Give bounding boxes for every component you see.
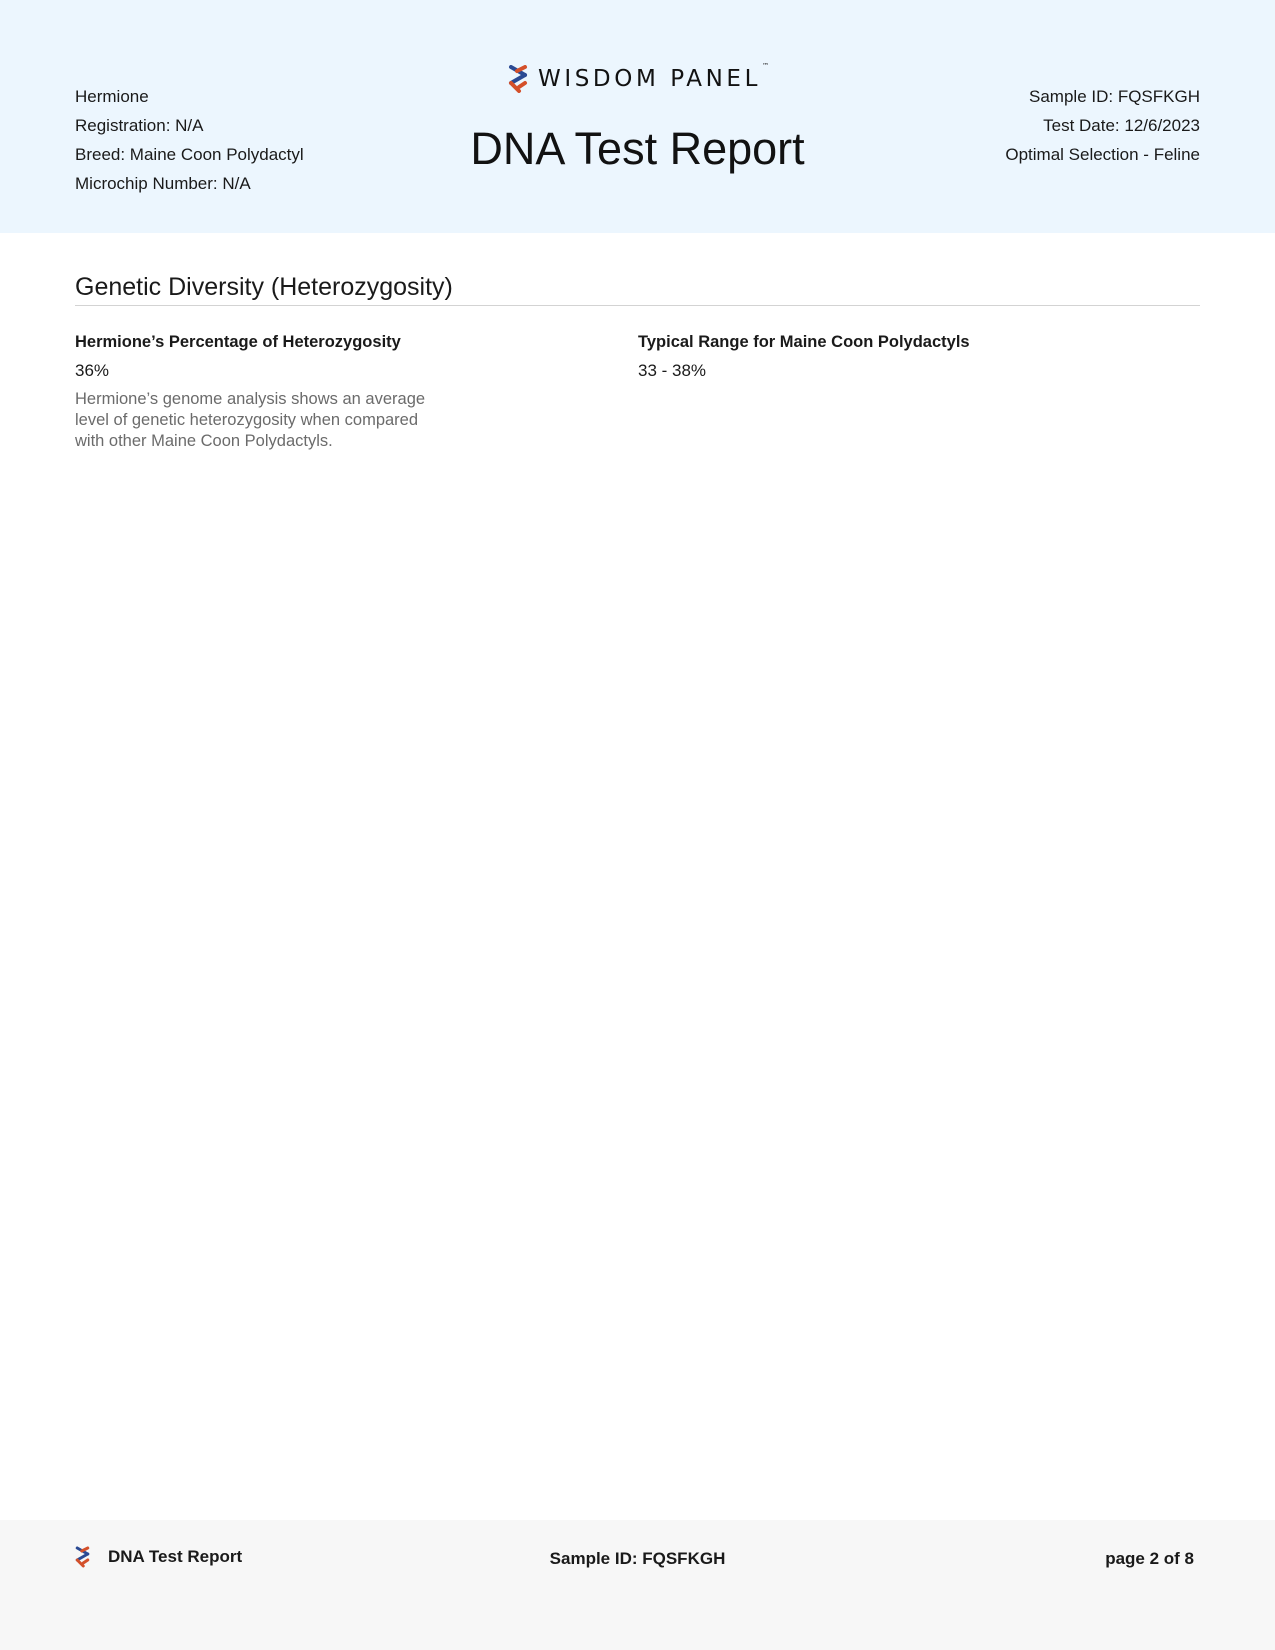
typical-range <box>638 332 1138 381</box>
range-heading: Typical Range for Maine Coon Polydactyls <box>638 333 970 351</box>
wisdom-panel-logo <box>508 64 769 94</box>
test-type: Optimal Selection - Feline <box>1005 145 1200 164</box>
microchip-number: Microchip Number: N/A <box>75 174 251 193</box>
trademark-symbol: ™ <box>761 62 769 70</box>
footer-sample-id: Sample ID: FQSFKGH <box>549 1549 726 1568</box>
logo-text: WISDOM PANEL™ <box>538 62 769 92</box>
report-footer <box>0 1520 1275 1650</box>
breed: Breed: Maine Coon Polydactyl <box>75 145 304 164</box>
sample-id: Sample ID: FQSFKGH <box>1029 87 1200 106</box>
registration: Registration: N/A <box>75 116 204 135</box>
sample-info <box>1005 82 1200 169</box>
dna-helix-icon <box>508 65 528 93</box>
page-title: DNA Test Report <box>470 123 805 174</box>
result-description: Hermione’s genome analysis shows an average level of genetic heterozygosity when compared with other Maine Coon Polydactyls. <box>75 390 426 450</box>
pet-name: Hermione <box>75 87 149 106</box>
footer-title: DNA Test Report <box>108 1547 243 1566</box>
heterozygosity-result <box>75 332 435 452</box>
section-title: Genetic Diversity (Heterozygosity) <box>75 273 453 301</box>
page-number: page 2 of 8 <box>1105 1549 1194 1568</box>
section-divider <box>75 305 1200 306</box>
report-header <box>0 0 1275 233</box>
test-date: Test Date: 12/6/2023 <box>1043 116 1200 135</box>
range-value: 33 - 38% <box>638 361 707 380</box>
result-value: 36% <box>75 361 110 380</box>
result-heading: Hermione’s Percentage of Heterozygosity <box>75 333 401 351</box>
